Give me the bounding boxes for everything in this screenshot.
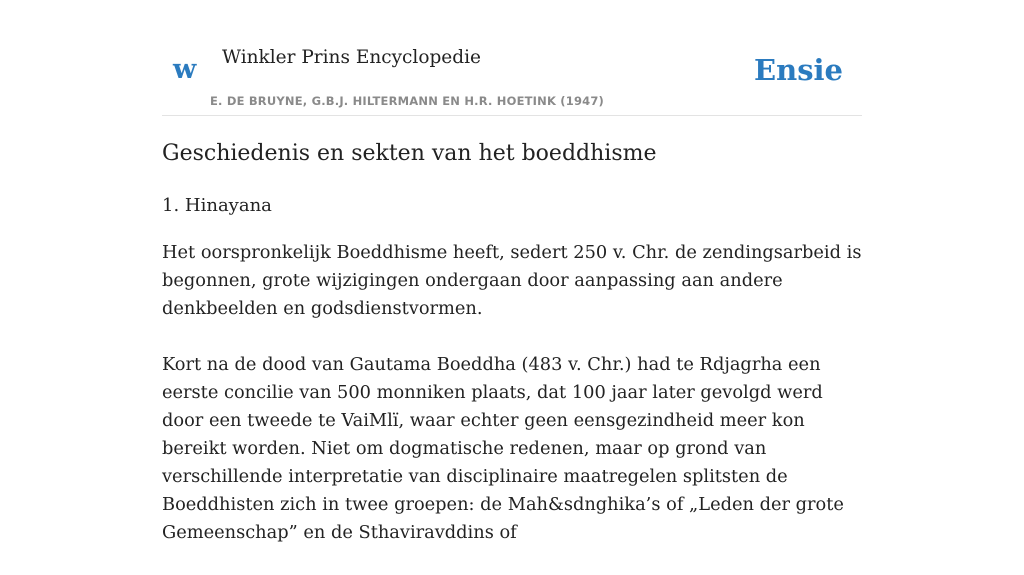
source-logo[interactable]: w [173, 54, 197, 85]
header-divider [162, 115, 862, 116]
page [162, 0, 862, 543]
brand-logo[interactable]: Ensie [754, 53, 843, 87]
source-title[interactable]: Winkler Prins Encyclopedie [222, 47, 481, 68]
section-heading: 1. Hinayana [162, 195, 272, 216]
article-body [162, 239, 862, 575]
source-authors: E. DE BRUYNE, G.B.J. HILTERMANN EN H.R. HOETINK (1947) [210, 94, 605, 108]
paragraph: Kort na de dood van Gautama Boeddha (483 v. Chr.) had te Rdjagrha een eerste concilie van 500 monniken plaats, dat 100 jaar later gevolgd werd door een tweede te VaiMlï, waar echter geen eensgezindheid meer kon bereikt worden. Niet om dogmatische redenen, maar op grond van verschillende interpretatie van disciplinaire maatregelen splitsten de Boeddhisten zich in twee groepen: de Mah&sdnghika’s of „Leden der grote Gemeenschap” en de Sthaviravddins of [162, 354, 844, 543]
article-title: Geschiedenis en sekten van het boeddhisme [162, 141, 657, 166]
paragraph: Het oorspronkelijk Boeddhisme heeft, sedert 250 v. Chr. de zendingsarbeid is begonnen, grote wijzigingen ondergaan door aanpassing aan andere denkbeelden en godsdienstvormen. [162, 242, 862, 319]
